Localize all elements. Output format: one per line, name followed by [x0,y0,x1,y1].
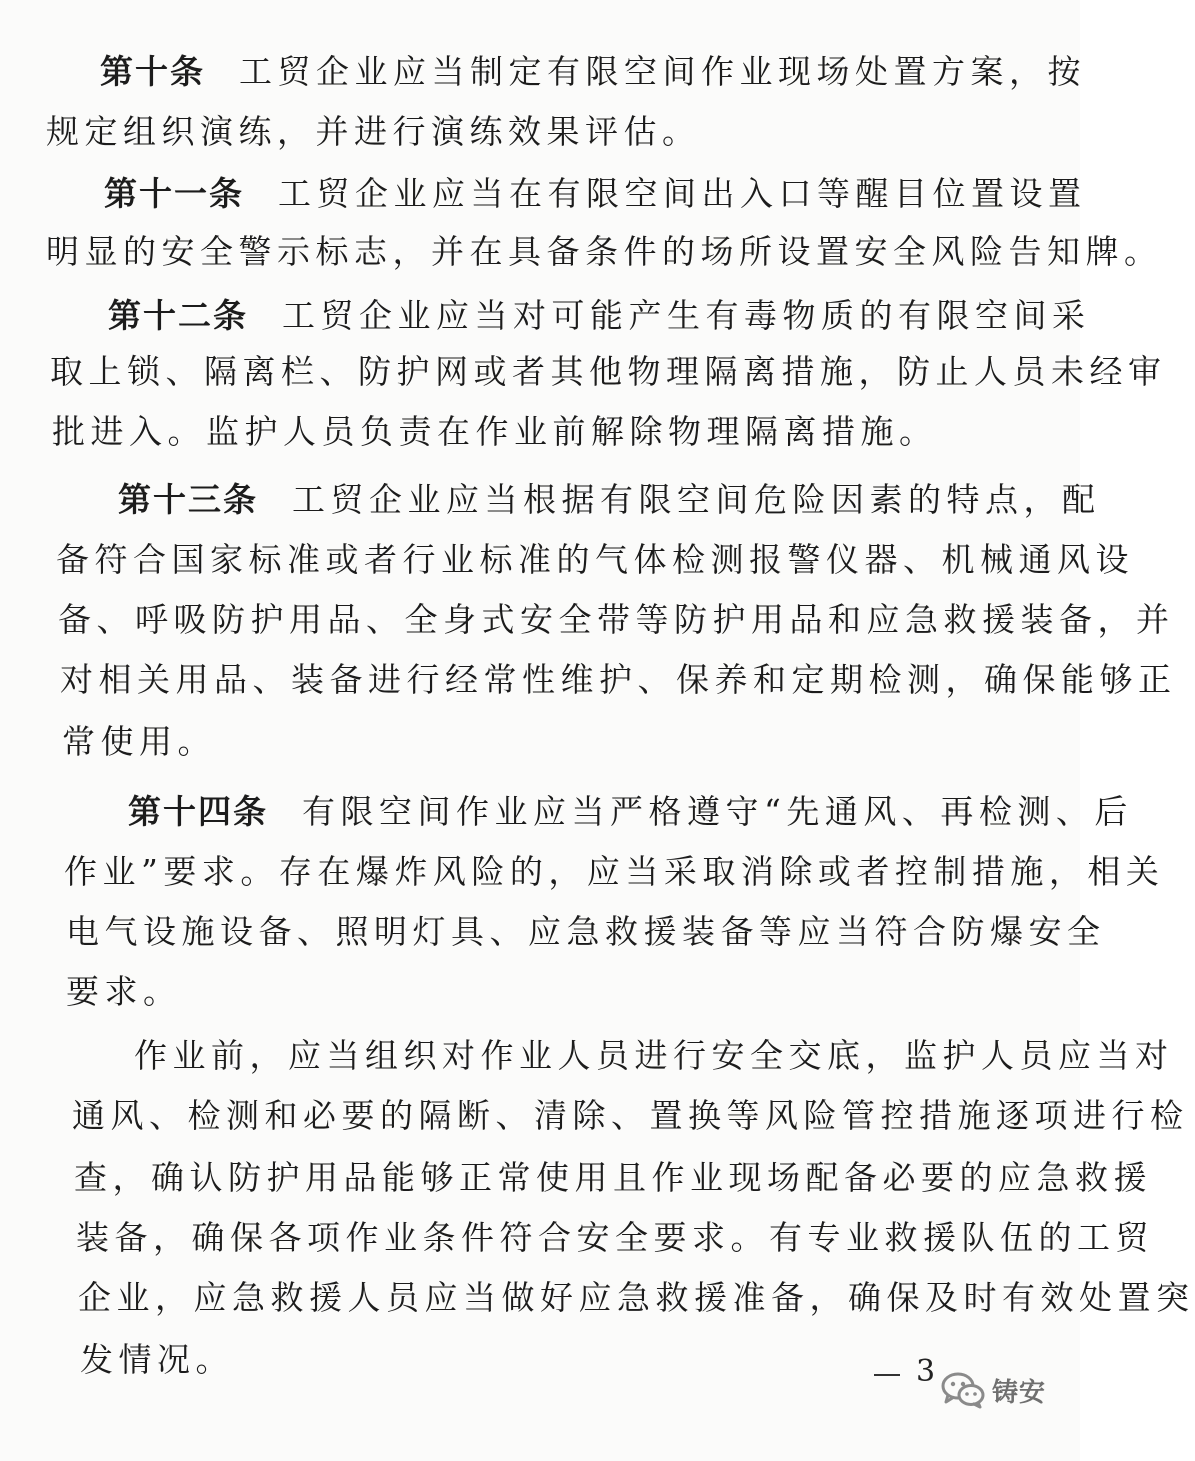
article-13-line-3: 备、呼吸防护用品、全身式安全带等防护用品和应急救援装备，并 [58,600,1175,639]
article-14-line-2: 作业”要求。存在爆炸风险的，应当采取消除或者控制措施，相关 [64,852,1165,891]
article-13-line-5: 常使用。 [62,722,216,761]
article-14-line-4: 要求。 [66,972,182,1011]
article-text: 工贸企业应当根据有限空间危险因素的特点，配 [292,480,1101,519]
article-11-line-2: 明显的安全警示标志，并在具备条件的场所设置安全风险告知牌。 [46,232,1163,271]
paragraph-line-4: 装备，确保各项作业条件符合安全要求。有专业救援队伍的工贸 [76,1218,1154,1257]
article-13-title: 第十三条 [118,480,258,519]
article-11-line-1 [104,174,1087,214]
page-number-dash [874,1374,900,1376]
article-11-title: 第十一条 [104,174,244,213]
article-14-line-1 [128,792,1133,832]
paragraph-line-2: 通风、检测和必要的隔断、清除、置换等风险管控措施逐项进行检 [72,1096,1189,1135]
article-text: 有限空间作业应当严格遵守“先通风、再检测、后 [302,792,1133,831]
article-14-line-3: 电气设施设备、照明灯具、应急救援装备等应当符合防爆安全 [66,912,1106,951]
article-10-title: 第十条 [100,52,205,91]
article-14-title: 第十四条 [128,792,268,831]
paragraph-line-3: 查，确认防护用品能够正常使用且作业现场配备必要的应急救援 [74,1158,1152,1197]
watermark [940,1370,1046,1410]
article-text: 工贸企业应当制定有限空间作业现场处置方案，按 [239,52,1086,91]
article-text: 工贸企业应当在有限空间出入口等醒目位置设置 [278,174,1087,213]
paragraph-line-1: 作业前，应当组织对作业人员进行安全交底，监护人员应当对 [134,1036,1174,1075]
article-13-line-2: 备符合国家标准或者行业标准的气体检测报警仪器、机械通风设 [56,540,1134,579]
article-10-line-2: 规定组织演练，并进行演练效果评估。 [46,112,701,151]
article-12-line-3: 批进入。监护人员负责在作业前解除物理隔离措施。 [52,412,938,451]
paragraph-line-6: 发情况。 [80,1340,234,1379]
article-text: 工贸企业应当对可能产生有毒物质的有限空间采 [282,296,1091,335]
page-number: 3 [916,1354,936,1389]
article-13-line-1 [118,480,1101,520]
article-10-line-1 [100,52,1086,92]
paragraph-line-5: 企业，应急救援人员应当做好应急救援准备，确保及时有效处置突 [78,1278,1195,1317]
article-12-line-2: 取上锁、隔离栏、防护网或者其他物理隔离措施，防止人员未经审 [50,352,1167,391]
article-13-line-4: 对相关用品、装备进行经常性维护、保养和定期检测，确保能够正 [60,660,1177,699]
wechat-icon [940,1370,986,1410]
watermark-text: 铸安 [992,1377,1047,1408]
article-12-line-1 [108,296,1091,336]
article-12-title: 第十二条 [108,296,248,335]
